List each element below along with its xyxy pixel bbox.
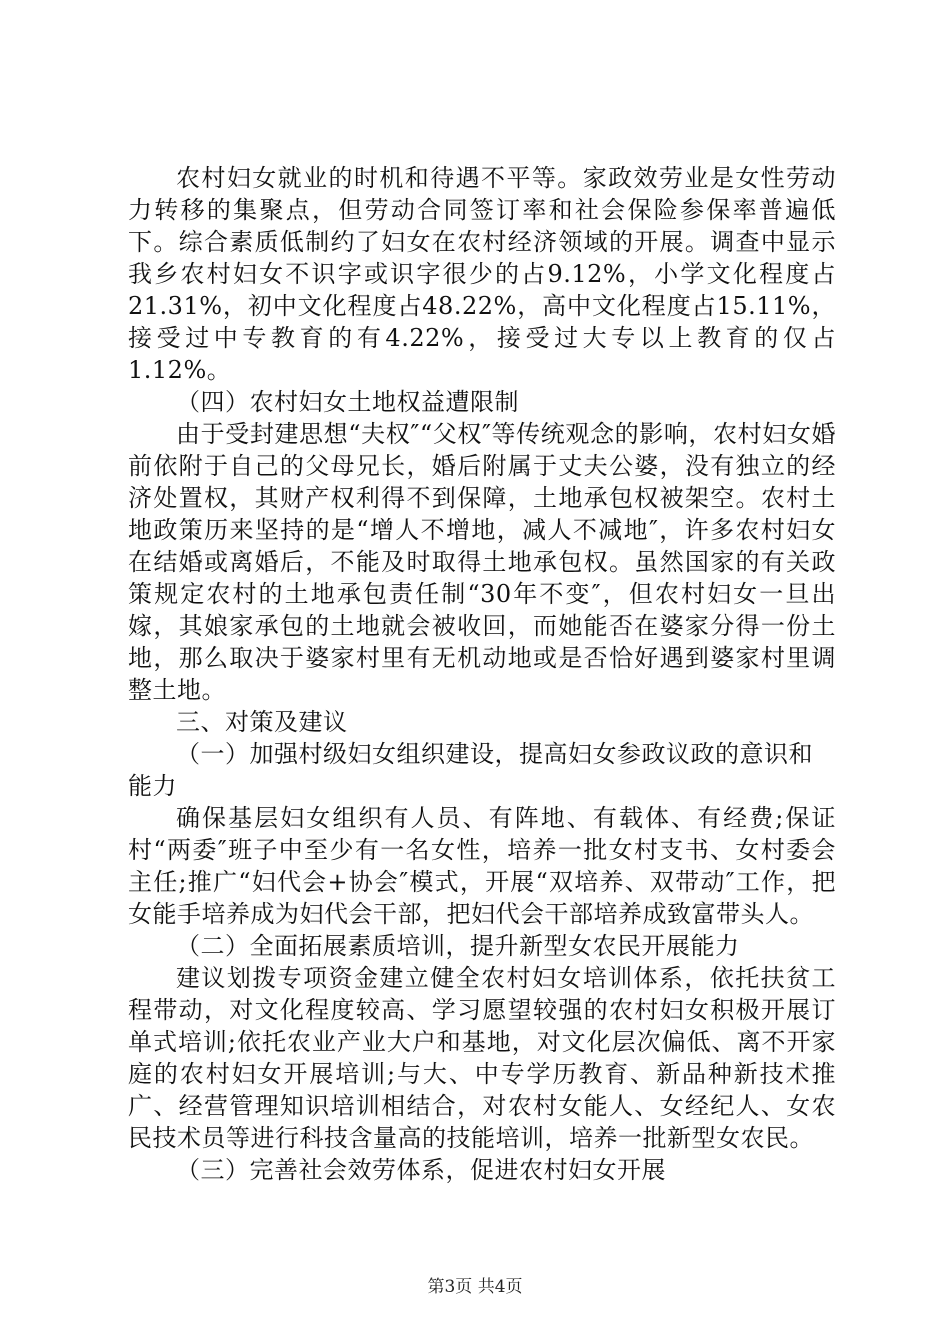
- heading-organization: （一）加强村级妇女组织建设，提高妇女参政议政的意识和能力: [128, 740, 813, 800]
- paragraph-land-rights: 由于受封建思想“夫权″“父权″等传统观念的影响，农村妇女婚前依附于自己的父母兄长，婚后附属于丈夫公婆，没有独立的经济处置权，其财产权利得不到保障，土地承包权被架空。农村土地政策历来坚持的是“增人不增地，减人不减地″，许多农村妇女在结婚或离婚后，不能及时取得土地承包权。虽然国家的有关政策规定农村的土地承包责任制“30年不变″，但农村妇女一旦出嫁，其娘家承包的土地就会被收回，而她能否在婆家分得一份土地，那么取决于婆家村里有无机动地或是否恰好遇到婆家村里调整土地。: [128, 420, 836, 704]
- paragraph-organization: 确保基层妇女组织有人员、有阵地、有载体、有经费;保证村“两委″班子中至少有一名女性，培养一批女村支书、女村委会主任;推广“妇代会+协会″模式，开展“双培养、双带动″工作，把女能手培养成为妇代会干部，把妇代会干部培养成致富带头人。: [128, 804, 836, 928]
- paragraph-employment: 农村妇女就业的时机和待遇不平等。家政效劳业是女性劳动力转移的集聚点，但劳动合同签订率和社会保险参保率普遍低下。综合素质低制约了妇女在农村经济领域的开展。调查中显示我乡农村妇女不识字或识字很少的占9.12%，小学文化程度占21.31%，初中文化程度占48.22%，高中文化程度占15.11%，接受过中专教育的有4.22%，接受过大专以上教育的仅占1.12%。: [128, 164, 836, 384]
- heading-training: （二）全面拓展素质培训，提升新型女农民开展能力: [176, 932, 740, 960]
- heading-land-rights: （四）农村妇女土地权益遭限制: [176, 388, 519, 416]
- heading-social-service: （三）完善社会效劳体系，促进农村妇女开展: [176, 1156, 666, 1184]
- page-footer: 第3页 共4页: [427, 1277, 523, 1297]
- document-body: [128, 162, 836, 1186]
- paragraph-training: 建议划拨专项资金建立健全农村妇女培训体系，依托扶贫工程带动，对文化程度较高、学习愿望较强的农村妇女积极开展订单式培训;依托农业产业大户和基地，对文化层次偏低、离不开家庭的农村妇女开展培训;与大、中专学历教育、新品种新技术推广、经营管理知识培训相结合，对农村女能人、女经纪人、女农民技术员等进行科技含量高的技能培训，培养一批新型女农民。: [128, 964, 836, 1152]
- heading-countermeasures: 三、对策及建议: [176, 708, 348, 736]
